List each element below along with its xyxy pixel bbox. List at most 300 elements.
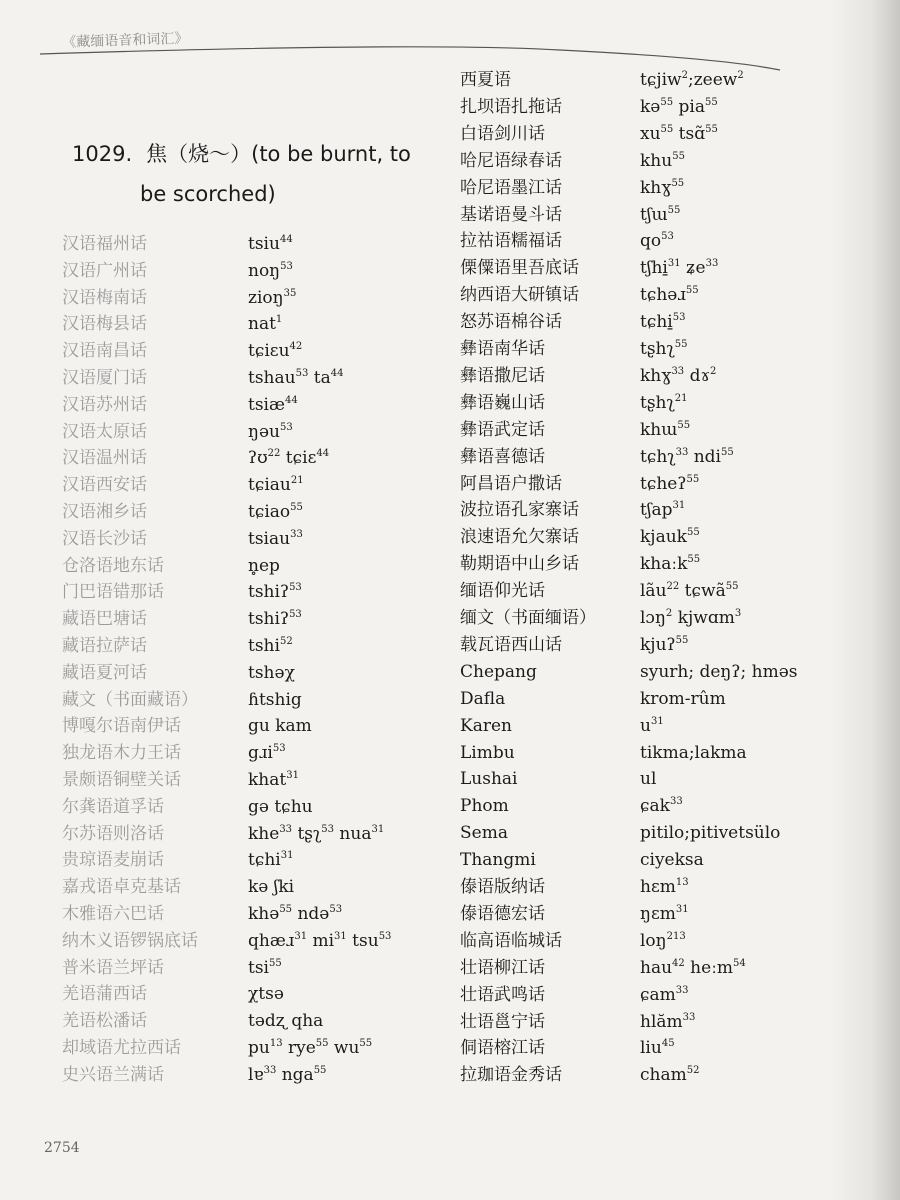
word-form xyxy=(248,365,343,392)
tone-mark: 33 xyxy=(682,1011,696,1023)
segment: n̥ep xyxy=(248,555,280,576)
word-form xyxy=(640,928,686,955)
word-form xyxy=(640,659,797,686)
word-form xyxy=(248,874,294,901)
segment: khu xyxy=(640,150,673,171)
tone-mark: 21 xyxy=(674,392,688,404)
word-form xyxy=(640,497,685,524)
segment: lɔŋ xyxy=(640,608,666,628)
segment: ʔʊ xyxy=(248,448,268,469)
language-name: 哈尼语绿春话 xyxy=(460,150,562,171)
word-form xyxy=(248,1062,326,1089)
word-form xyxy=(640,955,746,982)
word-form xyxy=(248,713,312,740)
language-name: 侗语榕江话 xyxy=(460,1038,545,1059)
word-form xyxy=(248,955,282,982)
tone-mark: 31 xyxy=(286,770,299,781)
tone-mark: 55 xyxy=(705,123,718,135)
tone-mark: 31 xyxy=(371,823,385,835)
segment: tsɑ̃ xyxy=(673,123,706,144)
segment: tɕiɛ xyxy=(280,448,317,469)
tone-mark: 55 xyxy=(359,1038,373,1049)
word-form xyxy=(640,444,734,471)
tone-mark: 55 xyxy=(667,204,681,216)
tone-mark: 52 xyxy=(686,1065,700,1077)
tone-mark: 55 xyxy=(315,1038,329,1049)
word-form xyxy=(248,526,303,553)
segment: hlăm xyxy=(640,1011,683,1032)
segment: tsi xyxy=(248,957,269,978)
word-form xyxy=(640,793,683,820)
segment: ndə xyxy=(292,904,330,924)
word-form xyxy=(640,336,688,363)
language-name: Karen xyxy=(460,715,512,736)
tone-mark: 1 xyxy=(275,314,283,326)
language-name: 扎坝语扎拖话 xyxy=(460,96,562,117)
tone-mark: 55 xyxy=(290,502,303,513)
word-form xyxy=(248,1035,372,1062)
running-head: 《藏缅语音和词汇》 xyxy=(62,30,189,51)
segment: χtsə xyxy=(248,984,284,1005)
segment: tsu xyxy=(346,930,379,951)
language-name: Lushai xyxy=(460,769,518,790)
page-number: 2754 xyxy=(44,1140,80,1156)
tone-mark: 33 xyxy=(290,528,303,540)
word-form xyxy=(640,686,726,713)
segment: ʑe xyxy=(680,258,706,279)
word-form xyxy=(640,363,716,390)
language-name: 纳西语大研镇话 xyxy=(460,285,579,306)
language-name: 藏语拉萨话 xyxy=(62,636,147,656)
word-form xyxy=(248,419,293,446)
word-form xyxy=(640,605,741,632)
word-form xyxy=(640,847,704,874)
language-name: 汉语广州话 xyxy=(62,260,147,281)
language-name: 景颇语铜壁关话 xyxy=(62,770,181,790)
language-name: 彝语喜德话 xyxy=(460,446,545,467)
tone-mark: 33 xyxy=(669,796,683,808)
segment: tsiau xyxy=(248,528,291,549)
segment: pitilo;pitivetsülo xyxy=(640,823,781,844)
segment: cham xyxy=(640,1065,687,1086)
word-form xyxy=(248,767,299,794)
segment: tikma;lakma xyxy=(640,742,747,763)
language-name: 西夏语 xyxy=(460,70,511,90)
word-form xyxy=(248,472,304,499)
tone-mark: 55 xyxy=(660,123,674,135)
language-name: 汉语温州话 xyxy=(62,448,147,469)
tone-mark: 55 xyxy=(686,473,700,485)
language-name: 拉珈语金秀话 xyxy=(460,1065,562,1086)
tone-mark: 54 xyxy=(733,957,746,969)
word-form xyxy=(640,94,718,121)
tone-mark: 44 xyxy=(330,368,344,379)
word-form xyxy=(248,687,302,714)
tone-mark: 55 xyxy=(704,96,718,108)
segment: khat xyxy=(248,770,287,790)
segment: tɕiɛu xyxy=(248,341,290,362)
segment: kjuʔ xyxy=(640,634,676,655)
language-name: 纳木义语锣锅底话 xyxy=(62,930,198,951)
segment: hau xyxy=(640,957,673,978)
tone-mark: 53 xyxy=(672,312,686,324)
language-name: 汉语西安话 xyxy=(62,475,147,496)
tone-mark: 55 xyxy=(671,177,685,189)
segment: tɕheʔ xyxy=(640,473,687,494)
language-name: 缅语仰光话 xyxy=(460,581,545,602)
tone-mark: 2 xyxy=(665,608,673,619)
segment: ;zeew xyxy=(688,70,738,90)
word-form xyxy=(640,309,685,336)
tone-mark: 53 xyxy=(378,930,392,942)
segment: khaːk xyxy=(640,554,688,575)
segment: tɕiao xyxy=(248,502,291,522)
word-form xyxy=(248,660,295,687)
tone-mark: 53 xyxy=(295,368,309,379)
segment: krom-rûm xyxy=(640,688,726,709)
segment: syurh; deŋʔ; hməs xyxy=(640,661,798,682)
segment: ɕak xyxy=(640,796,670,817)
segment: ŋɛm xyxy=(640,903,676,924)
language-name: 汉语长沙话 xyxy=(62,528,147,549)
segment: tshiʔ xyxy=(248,609,290,630)
tone-mark: 55 xyxy=(279,904,293,915)
segment: hɛm xyxy=(640,877,676,897)
tone-mark: 52 xyxy=(279,636,293,647)
word-form xyxy=(248,794,313,821)
segment: tɕjiw xyxy=(640,70,682,90)
tone-mark: 55 xyxy=(674,339,688,350)
tone-mark: 33 xyxy=(279,823,293,835)
tone-mark: 21 xyxy=(290,475,304,487)
segment: tshi xyxy=(248,636,280,656)
word-form xyxy=(248,901,342,928)
language-name: 勒期语中山乡话 xyxy=(460,554,579,575)
language-name: 缅文（书面缅语） xyxy=(460,608,596,628)
word-form xyxy=(248,392,298,419)
segment: lãu xyxy=(640,581,667,602)
segment: tsiæ xyxy=(248,394,285,415)
word-form xyxy=(248,981,284,1008)
language-name: 嘉戎语卓克基话 xyxy=(62,877,181,898)
language-name: 白语剑川话 xyxy=(460,123,545,144)
entry-title-line1: 焦（烧～）(to be burnt, to xyxy=(146,142,411,166)
language-name: 汉语厦门话 xyxy=(62,368,147,388)
segment: gu kam xyxy=(248,716,312,737)
tone-mark: 33 xyxy=(671,365,685,377)
tone-mark: 22 xyxy=(267,448,281,460)
segment: tʂʅ xyxy=(292,823,322,844)
word-form xyxy=(640,820,780,847)
tone-mark: 31 xyxy=(334,930,347,942)
tone-mark: 42 xyxy=(289,341,303,353)
segment: tʃhi̱ xyxy=(640,258,668,279)
word-form xyxy=(248,445,329,472)
segment: tʂhʅ xyxy=(640,339,675,359)
language-name: Sema xyxy=(460,823,508,844)
language-name: 壮语武鸣话 xyxy=(460,984,545,1005)
language-name: 汉语苏州话 xyxy=(62,394,147,415)
language-name: 汉语湘乡话 xyxy=(62,502,147,522)
word-form xyxy=(248,553,280,580)
language-name: 拉祜语糯福话 xyxy=(460,231,562,252)
tone-mark: 55 xyxy=(677,419,691,431)
segment: khɯ xyxy=(640,419,678,440)
segment: ul xyxy=(640,769,657,790)
word-form xyxy=(640,121,718,148)
tone-mark: 33 xyxy=(263,1064,277,1076)
tone-mark: 31 xyxy=(294,930,308,942)
tone-mark: 53 xyxy=(272,743,286,755)
tone-mark: 55 xyxy=(313,1064,327,1076)
segment: xu xyxy=(640,123,661,144)
segment: zioŋ xyxy=(248,287,284,308)
word-form xyxy=(640,632,688,659)
language-name: 临高语临城话 xyxy=(460,930,562,951)
language-name: 汉语梅县话 xyxy=(62,314,147,335)
language-name: 藏文（书面藏语） xyxy=(62,689,198,710)
segment: tɕhi̱ xyxy=(640,312,673,333)
entry-title-line2: be scorched) xyxy=(140,182,276,206)
language-name: Dafla xyxy=(460,688,506,709)
tone-mark: 2 xyxy=(681,70,688,81)
tone-mark: 55 xyxy=(686,527,700,539)
tone-mark: 33 xyxy=(675,446,689,458)
word-form xyxy=(640,524,700,551)
segment: kə xyxy=(640,96,661,117)
language-name: 彝语撒尼话 xyxy=(460,365,545,386)
word-form xyxy=(640,1009,695,1036)
page-edge-shadow xyxy=(830,0,900,1200)
tone-mark: 22 xyxy=(666,581,680,593)
tone-mark: 45 xyxy=(661,1038,675,1050)
segment: tshiʔ xyxy=(248,582,290,603)
segment: tʃap xyxy=(640,500,673,521)
word-form xyxy=(248,285,296,312)
segment: mi xyxy=(307,930,335,951)
segment: ta xyxy=(308,368,331,388)
segment: khə xyxy=(248,904,280,924)
word-form xyxy=(248,499,303,526)
word-form xyxy=(248,821,384,848)
language-name: 彝语巍山话 xyxy=(460,392,545,413)
header-rule xyxy=(0,0,900,120)
tone-mark: 13 xyxy=(269,1038,283,1049)
word-form xyxy=(640,282,699,309)
word-form xyxy=(248,311,282,338)
segment: nat xyxy=(248,314,276,335)
tone-mark: 55 xyxy=(720,446,734,458)
segment: tɕiau xyxy=(248,475,291,496)
segment: tɕhəɹ xyxy=(640,285,686,306)
segment: qhæɹ xyxy=(248,930,295,951)
word-form xyxy=(640,713,664,740)
segment: gɹi xyxy=(248,743,273,764)
language-name: 彝语武定话 xyxy=(460,419,545,440)
segment: tədʐ qha xyxy=(248,1011,324,1032)
tone-mark: 44 xyxy=(279,234,293,245)
segment: tshau xyxy=(248,368,296,388)
word-form xyxy=(640,390,688,417)
word-form xyxy=(640,1062,699,1089)
language-name: 却域语尤拉西话 xyxy=(62,1038,181,1058)
segment: loŋ xyxy=(640,930,667,951)
entry-number: 1029. xyxy=(72,142,133,166)
segment: lɐ xyxy=(248,1064,264,1085)
segment: khɣ xyxy=(640,365,672,386)
word-form xyxy=(640,471,699,498)
language-name: Thangmi xyxy=(460,850,536,871)
tone-mark: 31 xyxy=(650,715,664,727)
segment: kə ʃki xyxy=(248,877,295,898)
tone-mark: 55 xyxy=(660,96,674,108)
tone-mark: 55 xyxy=(675,634,689,646)
tone-mark: 31 xyxy=(667,258,681,270)
segment: tshəχ xyxy=(248,662,295,683)
word-form xyxy=(248,338,302,365)
word-form xyxy=(640,1035,675,1062)
language-name: 壮语邕宁话 xyxy=(460,1011,545,1032)
word-form xyxy=(640,874,689,901)
tone-mark: 2 xyxy=(710,365,717,377)
word-form xyxy=(640,228,674,255)
word-form xyxy=(640,982,689,1009)
segment: nga xyxy=(276,1064,314,1085)
language-name: 波拉语孔家寨话 xyxy=(460,500,579,521)
segment: khɣ xyxy=(640,177,672,198)
segment: kjwɑm xyxy=(672,608,735,628)
word-form xyxy=(248,633,293,660)
segment: liu xyxy=(640,1038,662,1059)
tone-mark: 55 xyxy=(725,581,739,593)
word-form xyxy=(640,740,747,767)
tone-mark: 33 xyxy=(675,984,689,996)
word-form xyxy=(640,202,680,229)
word-form xyxy=(248,579,302,606)
language-name: 汉语太原话 xyxy=(62,421,147,442)
word-form xyxy=(640,67,744,94)
word-form xyxy=(640,901,689,928)
word-form xyxy=(640,551,700,578)
word-form xyxy=(248,231,293,258)
tone-mark: 53 xyxy=(279,421,293,433)
language-name: 羌语蒲西话 xyxy=(62,984,147,1005)
language-name: Chepang xyxy=(460,661,537,682)
segment: nua xyxy=(334,823,372,844)
segment: u xyxy=(640,715,651,736)
word-form xyxy=(248,928,391,955)
language-name: 木雅语六巴话 xyxy=(62,904,164,924)
tone-mark: 55 xyxy=(685,285,699,297)
tone-mark: 42 xyxy=(672,957,685,969)
tone-mark: 53 xyxy=(321,823,335,835)
language-name: 傈僳语里吾底话 xyxy=(460,258,579,279)
tone-mark: 3 xyxy=(734,608,742,619)
language-name: 傣语版纳话 xyxy=(460,877,545,897)
tone-mark: 53 xyxy=(661,231,674,243)
language-name: 彝语南华话 xyxy=(460,339,545,359)
tone-mark: 53 xyxy=(280,260,293,272)
language-name: 尔苏语则洛话 xyxy=(62,823,164,844)
segment: ciyeksa xyxy=(640,850,704,871)
language-name: 贵琼语麦崩话 xyxy=(62,850,164,871)
word-form xyxy=(248,1008,323,1035)
word-form xyxy=(640,766,656,793)
language-name: 独龙语木力王话 xyxy=(62,743,181,764)
tone-mark: 55 xyxy=(269,957,282,969)
segment: pia xyxy=(673,96,705,117)
tone-mark: 2 xyxy=(737,70,744,81)
language-name: 载瓦语西山话 xyxy=(460,634,562,655)
language-name: 浪速语允欠寨话 xyxy=(460,527,579,548)
segment: ndi xyxy=(688,446,721,467)
segment: tsiu xyxy=(248,234,280,254)
segment: tɕhʅ xyxy=(640,446,676,467)
tone-mark: 44 xyxy=(316,448,330,460)
segment: tʃɯ xyxy=(640,204,668,225)
language-name: 基诺语曼斗话 xyxy=(460,204,562,225)
tone-mark: 53 xyxy=(289,582,302,594)
segment: pu xyxy=(248,1038,270,1058)
tone-mark: 33 xyxy=(705,258,719,270)
language-name: 尔龚语道孚话 xyxy=(62,796,164,817)
language-name: 傣语德宏话 xyxy=(460,903,545,924)
language-name: 怒苏语棉谷话 xyxy=(460,312,562,333)
word-form xyxy=(640,578,738,605)
language-name: 史兴语兰满话 xyxy=(62,1064,164,1085)
segment: rye xyxy=(282,1038,316,1058)
tone-mark: 55 xyxy=(672,150,685,162)
segment: noŋ xyxy=(248,260,281,281)
language-name: 藏语夏河话 xyxy=(62,662,147,683)
word-form xyxy=(248,606,302,633)
language-name: 汉语梅南话 xyxy=(62,287,147,308)
segment: gə tɕhu xyxy=(248,796,313,817)
segment: qo xyxy=(640,231,662,252)
tone-mark: 53 xyxy=(329,904,343,915)
word-form xyxy=(640,255,718,282)
language-name: 藏语巴塘话 xyxy=(62,609,147,630)
language-name: 仓洛语地东话 xyxy=(62,555,164,576)
word-form xyxy=(248,847,293,874)
language-name: 博嘎尔语南伊话 xyxy=(62,716,181,737)
tone-mark: 31 xyxy=(280,850,294,862)
segment: dɤ xyxy=(684,365,711,386)
entry-title xyxy=(72,134,432,214)
segment: tʂhʅ xyxy=(640,392,675,413)
word-form xyxy=(248,740,286,767)
language-name: 普米语兰坪话 xyxy=(62,957,164,978)
segment: heːm xyxy=(684,957,734,978)
language-name: 汉语南昌话 xyxy=(62,341,147,362)
tone-mark: 53 xyxy=(289,609,302,621)
language-name: 哈尼语墨江话 xyxy=(460,177,562,198)
word-form xyxy=(640,148,685,175)
language-name: Phom xyxy=(460,796,509,817)
tone-mark: 55 xyxy=(687,554,701,566)
language-name: 阿昌语户撒话 xyxy=(460,473,562,494)
segment: tɕwã xyxy=(679,581,726,602)
tone-mark: 44 xyxy=(284,394,298,406)
language-name: 汉语福州话 xyxy=(62,234,147,254)
word-form xyxy=(640,417,690,444)
segment: tɕhi xyxy=(248,850,281,871)
language-name: Limbu xyxy=(460,742,515,763)
segment: kjauk xyxy=(640,527,687,548)
tone-mark: 35 xyxy=(283,287,297,299)
tone-mark: 213 xyxy=(666,930,686,942)
segment: khe xyxy=(248,823,280,844)
